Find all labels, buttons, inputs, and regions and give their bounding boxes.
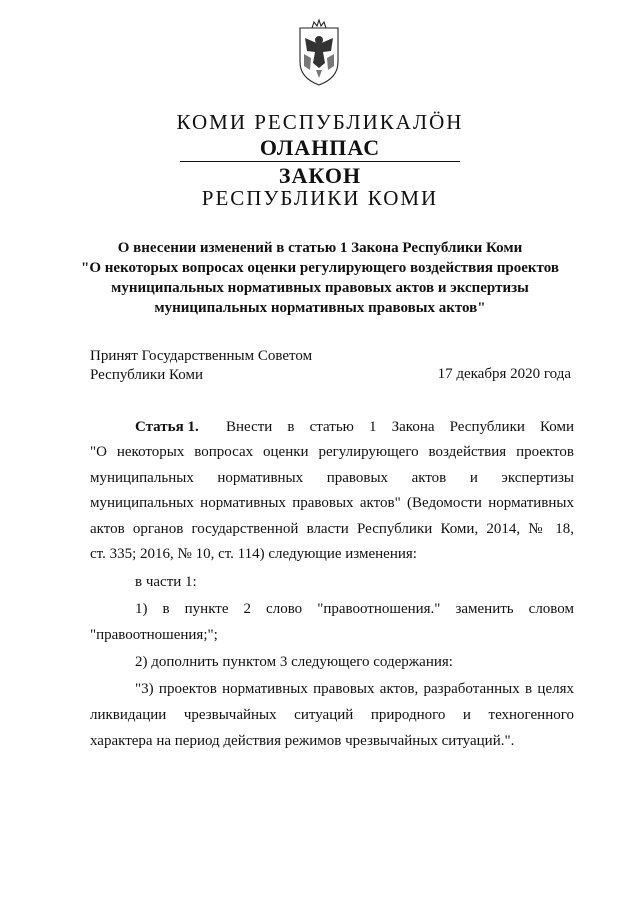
body-line: муниципальных нормативных правовых актов и экспертизы xyxy=(90,470,574,486)
header-zakon: ЗАКОН xyxy=(278,163,362,188)
title-line: "О некоторых вопросах оценки регулирующего воздействия проектов xyxy=(81,260,559,276)
header-komi-republic: КОМИ РЕСПУБЛИКАЛӦН xyxy=(176,110,464,134)
document-title xyxy=(60,238,580,318)
body-line: характера на период действия режимов чрезвычайных ситуаций.". xyxy=(90,733,515,749)
body-line: "3) проектов нормативных правовых актов, разработанных в целях xyxy=(135,681,574,697)
article-label: Статья 1. xyxy=(135,419,199,435)
header-olanpas: ОЛАНПАС xyxy=(259,135,381,160)
body-line: ликвидации чрезвычайных ситуаций природного и техногенного xyxy=(90,707,574,723)
body-line: ст. 335; 2016, № 10, ст. 114) следующие изменения: xyxy=(90,546,417,562)
adopted-line: Республики Коми xyxy=(90,367,203,383)
header-divider xyxy=(180,161,460,162)
adopted-by xyxy=(90,347,312,385)
body-line: в части 1: xyxy=(135,574,197,590)
body-line: 1) в пункте 2 слово "правоотношения." заменить словом xyxy=(135,601,574,617)
adoption-date: 17 декабря 2020 года xyxy=(437,366,571,382)
title-line: муниципальных нормативных правовых актов и экспертизы xyxy=(111,280,529,296)
coat-of-arms-emblem xyxy=(296,18,342,88)
body-line: 2) дополнить пунктом 3 следующего содержания: xyxy=(135,654,453,670)
title-line: О внесении изменений в статью 1 Закона Республики Коми xyxy=(117,240,523,256)
body-line: "О некоторых вопросах оценки регулирующего воздействия проектов xyxy=(90,444,574,460)
body-line: Внести в статью 1 Закона Республики Коми xyxy=(226,419,574,435)
adopted-line: Принят Государственным Советом xyxy=(90,348,313,364)
title-line: муниципальных нормативных правовых актов" xyxy=(154,300,486,316)
body-line: актов органов государственной власти Республики Коми, 2014, № 18, xyxy=(90,521,574,537)
body-line: муниципальных нормативных правовых актов" (Ведомости нормативных xyxy=(90,495,574,511)
header-republic-komi: РЕСПУБЛИКИ КОМИ xyxy=(201,186,439,210)
body-line: "правоотношения;"; xyxy=(90,627,218,643)
